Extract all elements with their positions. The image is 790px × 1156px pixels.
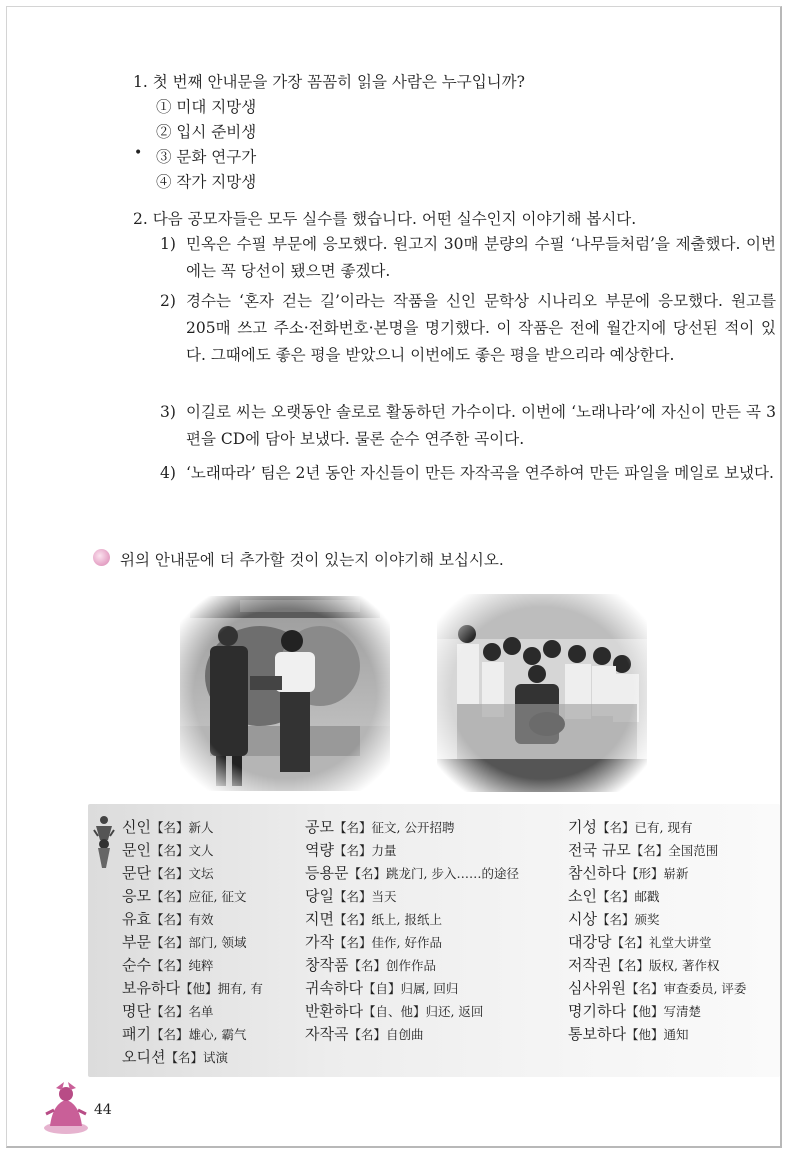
- vocabulary-entry: [122, 977, 263, 1000]
- vocab-meaning: 颁奖: [634, 912, 660, 927]
- vocab-part-of-speech: 【形】: [625, 866, 664, 881]
- item-number: 4): [160, 464, 176, 482]
- vocab-part-of-speech: 【名】: [150, 1004, 189, 1019]
- vocab-word: 패기: [122, 1025, 151, 1043]
- vocab-meaning: 佳作, 好作品: [371, 935, 442, 950]
- vocabulary-entry: [305, 931, 442, 954]
- vocab-meaning: 当天: [371, 889, 397, 904]
- vocab-part-of-speech: 【名】: [150, 958, 189, 973]
- vocab-meaning: 写清楚: [663, 1004, 701, 1019]
- vocabulary-entry: [568, 816, 692, 839]
- vocab-word: 응모: [122, 887, 151, 905]
- vocab-word: 보유하다: [122, 979, 180, 997]
- vocab-word: 대강당: [568, 933, 612, 951]
- vocab-meaning: 礼堂大讲堂: [649, 935, 712, 950]
- vocab-meaning: 力量: [371, 843, 397, 858]
- vocab-meaning: 应征, 征文: [188, 889, 247, 904]
- vocab-part-of-speech: 【名】: [333, 889, 372, 904]
- vocabulary-entry: [305, 977, 458, 1000]
- vocab-part-of-speech: 【名】: [348, 1027, 386, 1042]
- vocab-word: 자작곡: [305, 1025, 349, 1043]
- vocab-meaning: 有效: [188, 912, 214, 927]
- vocab-part-of-speech: 【名】: [611, 935, 649, 950]
- vocab-word: 귀속하다: [305, 979, 363, 997]
- vocab-meaning: 已有, 现有: [634, 820, 693, 835]
- vocabulary-entry: [568, 931, 712, 954]
- vocab-meaning: 雄心, 霸气: [188, 1027, 247, 1042]
- vocab-part-of-speech: 【名】: [596, 889, 635, 904]
- question-1-option-2: ② 입시 준비생: [156, 123, 257, 141]
- item-number: 2): [160, 292, 176, 310]
- vocab-word: 기성: [568, 818, 597, 836]
- question-2-stem: 2. 다음 공모자들은 모두 실수를 했습니다. 어떤 실수인지 이야기해 봅시다.: [133, 210, 637, 228]
- vocab-word: 명기하다: [568, 1002, 626, 1020]
- vocab-meaning: 邮戳: [634, 889, 660, 904]
- vocab-meaning: 名单: [188, 1004, 214, 1019]
- vocab-word: 소인: [568, 887, 597, 905]
- vocab-part-of-speech: 【名】: [348, 958, 386, 973]
- vocab-meaning: 纯粹: [188, 958, 214, 973]
- vocabulary-entry: [122, 885, 246, 908]
- vocabulary-entry: [568, 977, 746, 1000]
- pink-figure-icon: [40, 1080, 92, 1136]
- vocab-word: 저작권: [568, 956, 612, 974]
- vocab-word: 명단: [122, 1002, 151, 1020]
- vocab-word: 순수: [122, 956, 151, 974]
- vocab-part-of-speech: 【他】: [625, 1027, 664, 1042]
- question-1-option-1: ① 미대 지망생: [156, 98, 257, 116]
- vocab-part-of-speech: 【名】: [150, 912, 189, 927]
- vocabulary-entry: [305, 885, 397, 908]
- item-number: 1): [160, 235, 176, 253]
- vocab-meaning: 自创曲: [386, 1027, 424, 1042]
- item-text: 민옥은 수필 부문에 응모했다. 원고지 30매 분량의 수필 ‘나무들처럼’을 제출했다. 이번에는 꼭 당선이 됐으면 좋겠다.: [186, 235, 776, 280]
- vocab-meaning: 版权, 著作权: [649, 958, 720, 973]
- vocab-word: 신인: [122, 818, 151, 836]
- question-1-option-3: ③ 문화 연구가: [156, 148, 257, 166]
- vocabulary-entry: [305, 1023, 424, 1046]
- vocab-part-of-speech: 【名】: [150, 935, 189, 950]
- vocab-part-of-speech: 【名】: [150, 843, 189, 858]
- item-text: 이길로 씨는 오랫동안 솔로로 활동하던 가수이다. 이번에 ‘노래나라’에 자신이 만든 곡 3편을 CD에 담아 보냈다. 물론 순수 연주한 곡이다.: [186, 403, 776, 448]
- vocab-meaning: 新人: [188, 820, 214, 835]
- vocabulary-entry: [568, 839, 718, 862]
- vocab-word: 유효: [122, 910, 151, 928]
- vocab-word: 반환하다: [305, 1002, 363, 1020]
- vocab-word: 가작: [305, 933, 334, 951]
- vocabulary-entry: [122, 1000, 214, 1023]
- vocab-word: 공모: [305, 818, 334, 836]
- vocabulary-entry: [305, 954, 436, 977]
- vocab-part-of-speech: 【名】: [596, 820, 635, 835]
- vocabulary-entry: [568, 1000, 701, 1023]
- vocabulary-entry: [122, 931, 246, 954]
- vocabulary-entry: [568, 885, 660, 908]
- vocab-word: 참신하다: [568, 864, 626, 882]
- vocab-word: 창작품: [305, 956, 349, 974]
- item-text: 경수는 ‘혼자 걷는 길’이라는 작품을 신인 문학상 시나리오 부문에 응모했다. 원고를 205매 쓰고 주소·전화번호·본명을 명기했다. 이 작품은 전에 월간지에 당선된 적이 있다. 그때에도 좋은 평을 받았으니 이번에도 좋은 평을 받으리라 예상한다.: [186, 292, 776, 364]
- vocabulary-entry: [122, 816, 214, 839]
- vocab-word: 전국 규모: [568, 841, 631, 859]
- vocab-part-of-speech: 【名】: [333, 843, 372, 858]
- vocab-meaning: 试演: [203, 1050, 229, 1065]
- vocab-meaning: 归还, 返回: [425, 1004, 484, 1019]
- mark-dot-icon: •: [134, 145, 143, 161]
- vocab-part-of-speech: 【名】: [150, 1027, 189, 1042]
- discussion-prompt: 위의 안내문에 더 추가할 것이 있는지 이야기해 보십시오.: [120, 551, 504, 569]
- vocab-part-of-speech: 【名】: [150, 866, 189, 881]
- vocabulary-entry: [305, 862, 519, 885]
- item-text: ‘노래따라’ 팀은 2년 동안 자신들이 만든 자작곡을 연주하여 만든 파일을 메일로 보냈다.: [186, 464, 774, 482]
- vocab-part-of-speech: 【名】: [333, 912, 372, 927]
- question-1-stem: 1. 첫 번째 안내문을 가장 꼼꼼히 읽을 사람은 누구입니까?: [133, 73, 525, 91]
- vocab-part-of-speech: 【他】: [625, 1004, 664, 1019]
- vocab-part-of-speech: 【名】: [150, 889, 189, 904]
- vocab-word: 문단: [122, 864, 151, 882]
- question-2-item-1: [160, 231, 780, 287]
- vocab-word: 지면: [305, 910, 334, 928]
- vocab-word: 당일: [305, 887, 334, 905]
- question-2-item-4: [160, 460, 780, 516]
- vocab-meaning: 拥有, 有: [217, 981, 263, 996]
- vocab-meaning: 审查委员, 评委: [663, 981, 747, 996]
- vocabulary-entry: [305, 816, 454, 839]
- vocab-meaning: 创作作品: [386, 958, 437, 973]
- vocab-part-of-speech: 【名】: [611, 958, 649, 973]
- vocab-part-of-speech: 【名】: [625, 981, 664, 996]
- vocab-word: 통보하다: [568, 1025, 626, 1043]
- vocab-meaning: 纸上, 报纸上: [371, 912, 442, 927]
- vocab-word: 등용문: [305, 864, 349, 882]
- vocabulary-entry: [305, 908, 442, 931]
- vocabulary-entry: [122, 1023, 246, 1046]
- vocab-meaning: 文坛: [188, 866, 214, 881]
- vocabulary-entry: [305, 1000, 483, 1023]
- vocab-word: 시상: [568, 910, 597, 928]
- vocab-word: 역량: [305, 841, 334, 859]
- question-1-option-4: ④ 작가 지망생: [156, 173, 257, 191]
- vocab-meaning: 崭新: [663, 866, 689, 881]
- vocabulary-entry: [568, 1023, 689, 1046]
- vocabulary-entry: [122, 862, 214, 885]
- vocab-part-of-speech: 【名】: [596, 912, 635, 927]
- vocab-part-of-speech: 【名】: [348, 866, 386, 881]
- vocab-meaning: 文人: [188, 843, 214, 858]
- vocab-word: 심사위원: [568, 979, 626, 997]
- vocab-meaning: 通知: [663, 1027, 689, 1042]
- item-number: 3): [160, 403, 176, 421]
- vocab-part-of-speech: 【自】: [362, 981, 401, 996]
- vocab-word: 오디션: [122, 1048, 166, 1066]
- vocab-part-of-speech: 【名】: [165, 1050, 203, 1065]
- vocab-word: 부문: [122, 933, 151, 951]
- vocabulary-entry: [305, 839, 397, 862]
- vocab-meaning: 部门, 领域: [188, 935, 247, 950]
- vocab-part-of-speech: 【名】: [150, 820, 189, 835]
- question-2-item-3: [160, 399, 780, 455]
- vocabulary-entry: [568, 908, 660, 931]
- question-2-item-2: [160, 288, 780, 398]
- vocabulary-entry: [568, 954, 719, 977]
- vocab-meaning: 跳龙门, 步入……的途径: [386, 866, 519, 881]
- vocabulary-entry: [122, 954, 214, 977]
- vocabulary-entry: [122, 839, 214, 862]
- vocab-part-of-speech: 【名】: [630, 843, 669, 858]
- vocab-part-of-speech: 【名】: [333, 820, 372, 835]
- vocab-meaning: 归属, 回归: [400, 981, 459, 996]
- award-ceremony-photo: [180, 596, 390, 791]
- vocabulary-entry: [568, 862, 689, 885]
- vocabulary-entry: [122, 908, 214, 931]
- vocab-part-of-speech: 【自、他】: [362, 1004, 426, 1019]
- vocabulary-entry: [122, 1046, 228, 1069]
- vocab-part-of-speech: 【他】: [179, 981, 218, 996]
- vocab-part-of-speech: 【名】: [333, 935, 372, 950]
- vocab-meaning: 全国范围: [668, 843, 719, 858]
- band-performance-photo: [437, 594, 647, 792]
- page-number: 44: [94, 1102, 112, 1118]
- vocab-word: 문인: [122, 841, 151, 859]
- vocab-meaning: 征文, 公开招聘: [371, 820, 455, 835]
- ornamental-tassel-icon: [92, 814, 116, 870]
- pink-circle-bullet-icon: [93, 549, 110, 566]
